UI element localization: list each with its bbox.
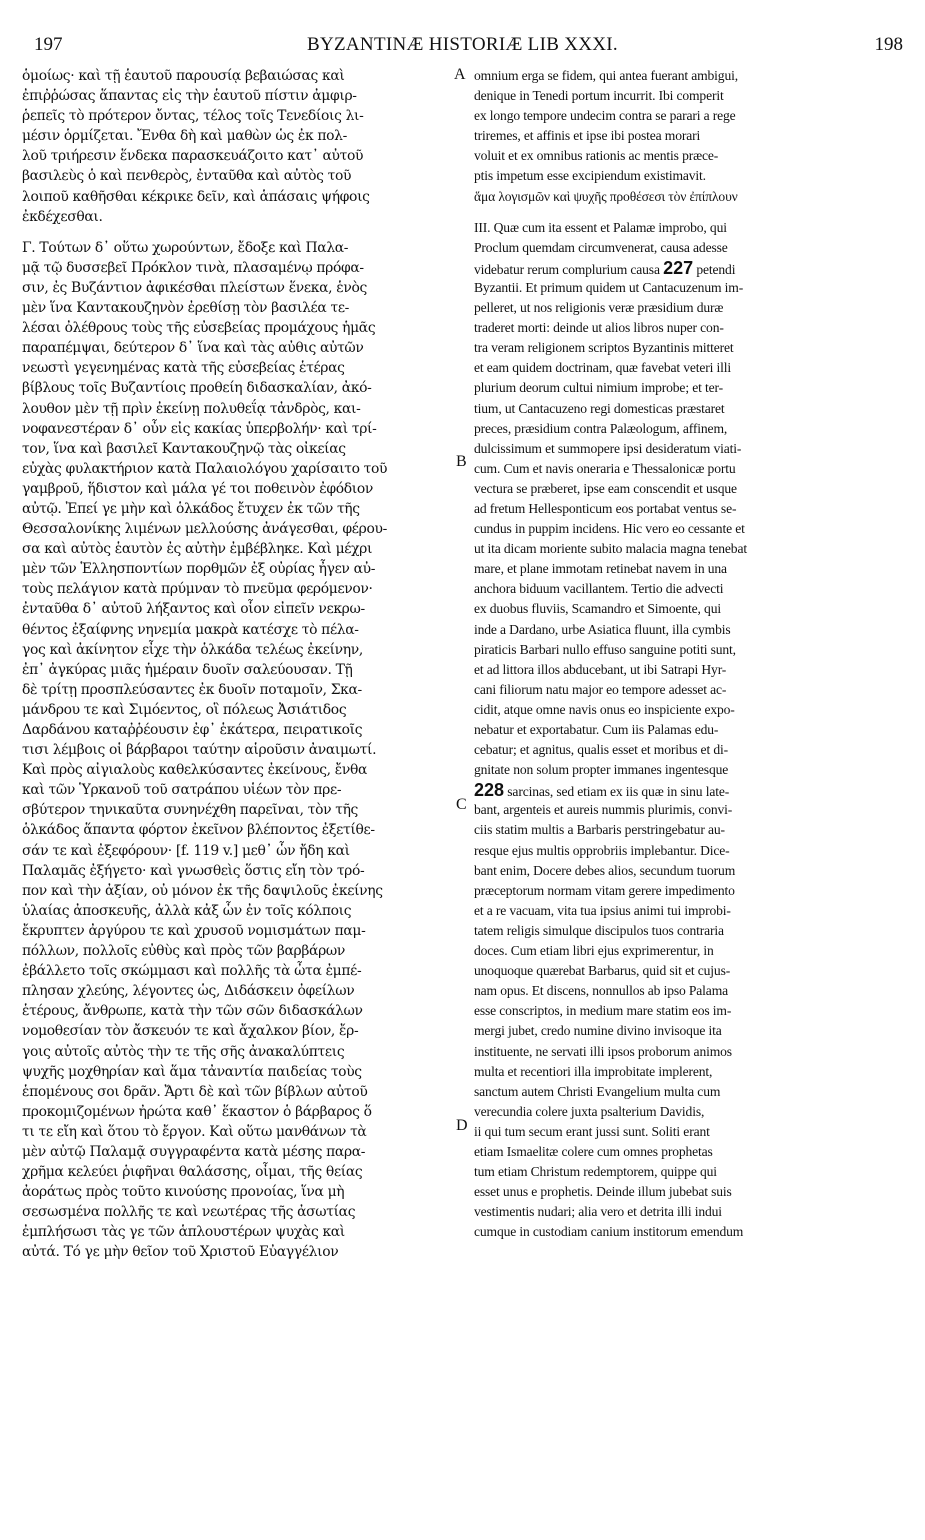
text-line: μάνδρου τε καὶ Σιμόεντος, οἳ πόλεως Ἀσιάτιδος	[22, 701, 347, 718]
text-line: multa et recentiori illa improbitate implerent,	[474, 1063, 713, 1079]
text-line: σβύτερον τηνικαῦτα συνηνέχθη παρεῖναι, τὸν τῆς	[22, 802, 358, 819]
text-line: γαμβροῦ, ἥδιστον καὶ μάλα γέ τοι ποθεινὸν ἐφόδιον	[22, 480, 373, 497]
text-line: αὐτῷ. Ἐπεί γε μὴν καὶ ὁλκάδος ἔτυχεν ἐκ τῶν τῆς	[22, 500, 360, 517]
text-line: ἀοράτως πρὸς τοῦτο κινούσης προνοίας, ἵνα μὴ	[22, 1184, 345, 1201]
page-number-left: 197	[34, 34, 63, 55]
text-line: Θεσσαλονίκης λιμένων μελλούσης ἀνάγεσθαι, φέρου-	[22, 521, 387, 538]
text-line: μὲν τῶν Ἑλλησποντίων πορθμῶν ἐξ οὐρίας ἦγεν αὐ-	[22, 561, 376, 578]
text-line: δὲ τρίτῃ προσπλεύσαντες ἐκ δυοῖν ποταμοῖν, Σκα-	[22, 681, 362, 698]
text-line: ἑπομένους σοι δρᾶν. Ἄρτι δὲ καὶ τῶν βίβλων αὐτοῦ	[22, 1083, 368, 1100]
text-line: ex duobus fluviis, Scamandro et Simoente, qui	[474, 601, 721, 617]
text-line: γος καὶ ἀκίνητον εἶχε τὴν ὁλκάδα τελέως ἐκείνην,	[22, 641, 363, 658]
text-line: denique in Tenedi portum incurrit. Ibi comperit	[474, 88, 724, 104]
greek-text-column	[22, 66, 454, 1263]
text-line: pelleret, ut nos religionis veræ præsidium duræ	[474, 300, 724, 316]
column-number: 227	[663, 257, 694, 278]
text-line: ψυχῆς μοχθηρίαν καὶ ἅμα τἀναντία παιδείας τοὺς	[22, 1063, 362, 1080]
text-line: μὲν αὐτῷ Παλαμᾷ συγγραφέντα κατὰ μέσης παρα-	[22, 1143, 366, 1160]
text-line: μᾷ τῷ δυσσεβεῖ Πρόκλον τινὰ, πλασαμένῳ πρόφα-	[22, 259, 364, 276]
text-line: piraticis Barbari nullo effuso sanguine potiti sunt,	[474, 641, 736, 657]
text-line: νεωστὶ γεγενημένας κατὰ τῆς εὐσεβείας ἑτέρας	[22, 360, 345, 377]
text-line: tra veram religionem scriptos Byzantinis mitteret	[474, 340, 734, 356]
text-line: Καὶ πρὸς αἰγιαλοὺς καθελκύσαντες ἐκείνους, ἔνθα	[22, 762, 367, 779]
text-line: resque ejus multis opprobriis implebantur. Dice-	[474, 842, 730, 858]
text-line: verecundia colere juxta psalterium Davidis,	[474, 1103, 705, 1119]
text-line: καὶ τῶν Ὑρκανοῦ τοῦ σατράπου υἱέων τὸν πρε-	[22, 782, 342, 799]
text-line: nebatur et exportabatur. Cum iis Palamas edu-	[474, 722, 719, 737]
page-number-right: 198	[874, 34, 903, 55]
text-line: ὑλαίας ἀποσκευῆς, ἀλλὰ κἀξ ὧν ἐν τοῖς κόλποις	[22, 902, 352, 919]
text-line: λοιποῦ καθῆσθαι κέκρικε δεῖν, καὶ ἁπάσαις ψήφοις	[22, 188, 370, 205]
text-line: esset unus e prophetis. Deinde illum jubebat suis	[474, 1184, 732, 1200]
text-line: ῥεπεῖς τὸ πρότερον ὄντας, τέλος τοῖς Τενεδίοις λι-	[22, 108, 364, 125]
text-line: λουθον μὲν τῇ πρὶν ἐκείνῃ πολυθεΐᾳ τἀνδρὸς, και-	[22, 400, 361, 417]
text-line: triremes, et affinis et ipse ibi postea morari	[474, 128, 701, 144]
text-line: 228 sarcinas, sed etiam ex iis quæ in sinu late-	[474, 780, 730, 801]
text-line: πόλλων, πολλοῖς εὐθὺς καὶ πρὸς τῶν βαρβάρων	[22, 943, 345, 960]
text-line: Byzantii. Et primum quidem ut Cantacuzenum im-	[474, 279, 744, 295]
text-line: doces. Cum etiam libri ejus exprimerentur, in	[474, 943, 714, 959]
text-line: ut ita dicam moriente subito malacia magna tenebat	[474, 541, 747, 557]
text-line: bant enim, Docere debes alios, secundum tuorum	[474, 862, 736, 878]
text-line: βίβλους τοῖς Βυζαντίοις προθείη διδασκαλίαν, ἀκό-	[22, 380, 372, 397]
text-line: voluit et ex omnibus rationis ac mentis præce-	[474, 148, 719, 164]
text-line: εὐχὰς φυλακτήριον κατὰ Παλαιολόγου χαρίσαιτο τοῦ	[22, 460, 388, 477]
text-line: et a re vacuam, vita tua ipsius animi tui improbi-	[474, 902, 731, 918]
text-line: tium, ut Cantacuzeno regi domesticas præstaret	[474, 400, 725, 416]
text-line: præceptorum normam vitam gerere impedimento	[474, 882, 735, 898]
text-line: παραπέμψαι, δεύτερον δ᾽ ἵνα καὶ τὰς αὐθις αὐτῶν	[22, 340, 364, 357]
text-line: μέσιν ὁρμίζεται. Ἔνθα δὴ καὶ μαθὼν ὡς ἐκ πολ-	[22, 128, 347, 145]
text-line: ἑτέρους, ἄνθρωπε, κατὰ τὴν τῶν σῶν διδασκάλων	[22, 1003, 363, 1020]
text-line: ptis impetum esse excipiendum existimavit.	[474, 168, 706, 184]
text-line: σάν τε καὶ ἐξεφόρουν· [f. 119 v.] μεθ᾽ ὧν ἤδη καὶ	[22, 842, 350, 859]
margin-marker-a: A	[454, 66, 466, 83]
text-line: Proclum quemdam circumvenerat, causa adesse	[474, 239, 728, 255]
text-line: unoquoque quærebat Barbarus, quid sit et cujus-	[474, 963, 731, 979]
running-title: BYZANTINÆ HISTORIÆ LIB XXXI.	[307, 34, 618, 55]
margin-marker-d: D	[456, 1117, 468, 1134]
text-line: τι τε εἴη καὶ ὅτου τὸ ἔργον. Καὶ οὕτω μανθάνων τὰ	[22, 1123, 367, 1140]
text-line: ad fretum Hellesponticum eos portabat ventus se-	[474, 500, 737, 516]
paragraph-gap	[474, 207, 899, 218]
text-line: dulcissimum et summopere ipsi desideratum viati-	[474, 440, 742, 456]
text-line: Γ. Τούτων δ᾽ οὕτω χωρούντων, ἔδοξε καὶ Παλα-	[22, 239, 349, 256]
text-line: cum. Cum et navis oneraria e Thessalonicæ portu	[474, 460, 736, 476]
text-line: cebatur; et agnitus, qualis esset et moribus et di-	[474, 742, 728, 758]
text-line: τοὺς πελάγιον κατὰ πρύμναν τὸ πνεῦμα φερόμενον·	[22, 581, 373, 598]
text-line: νοφανεστέραν δ᾽ οὖν εἰς κακίας ὑπερβολήν· καὶ τρί-	[22, 420, 377, 437]
text-line: sanctum autem Christi Evangelium multa cum	[474, 1083, 721, 1099]
text-line: ἐκδέχεσθαι.	[22, 208, 103, 225]
text-line: cidit, atque omne navis onus eo inspiciente expo-	[474, 701, 735, 717]
text-line: cundus in puppim incidens. Hic vero eo cessante et	[474, 521, 745, 537]
text-line: tatem religis simulque discipulos tuos contraria	[474, 922, 724, 938]
text-line: σεσωσμένα πολλῆς τε καὶ νεωτέρας τῆς ἀσωτίας	[22, 1204, 356, 1221]
text-line: ἐπ᾽ ἀγκύρας μιᾶς ἡμέραιν δυοῖν σαλεύουσαν. Τῇ	[22, 661, 353, 678]
text-line: instituente, ne servati illi ipsos proborum animos	[474, 1043, 732, 1059]
text-line: III. Quæ cum ita essent et Palamæ improbo, qui	[474, 219, 727, 235]
text-line: Δαρδάνου καταῤῥέουσιν ἐφ᾽ ἑκάτερα, πειρατικοῖς	[22, 722, 363, 738]
text-line: ὁλκάδος ἅπαντα φόρτον ἐκεῖνον βλέποντος ἐξετίθε-	[22, 822, 375, 839]
text-line: ἐπιῤῥώσας ἅπαντας εἰς τὴν ἑαυτοῦ πίστιν ἀμφιρ-	[22, 88, 357, 105]
text-line: etiam Ismaelitæ colere cum omnes prophetas	[474, 1143, 713, 1159]
text-line: τισι λέμβοις οἱ βάρβαροι ταύτην αἱροῦσιν ἀναιμωτί.	[22, 742, 377, 759]
text-line: σα καὶ αὐτὸς ἑαυτὸν ἐς αὐτὴν ἐμβέβληκε. Καὶ μέχρι	[22, 541, 373, 558]
text-line: cumque in custodiam canium institorum emendum	[474, 1224, 744, 1240]
text-line: plurium deorum cultui nimium improbe; et ter-	[474, 380, 723, 396]
text-line: ex longo tempore undecim contra se parari a rege	[474, 108, 736, 124]
margin-marker-b: B	[456, 453, 467, 470]
latin-text-column	[474, 66, 899, 1242]
text-line: αὐτά. Τό γε μὴν θεῖον τοῦ Χριστοῦ Εὐαγγέλιον	[22, 1244, 339, 1261]
text-line: inde a Dardano, urbe Asiatica fluunt, illa cymbis	[474, 621, 731, 637]
text-line: nam opus. Et discens, nonnullos ab ipso Palama	[474, 983, 728, 999]
text-line: anchora biduum vacillantem. Tertio die advecti	[474, 581, 724, 597]
text-line: omnium erga se fidem, qui antea fuerant ambigui,	[474, 68, 738, 83]
text-line: ἅμα λογισμῶν καὶ ψυχῆς προθέσεσι τὸν ἐπίπλουν	[474, 188, 738, 204]
column-number: 228	[474, 780, 505, 801]
text-line: videbatur rerum complurium causa 227 petendi	[474, 257, 736, 278]
text-line: τον, ἵνα καὶ βασιλεῖ Καντακουζηνῷ τὰς οἰκείας	[22, 440, 346, 457]
text-line: προκομιζομένων ἠρώτα καθ᾽ ἕκαστον ὁ βάρβαρος ὅ	[22, 1103, 372, 1120]
text-line: λέσαι ὀλέθρους τοὺς τῆς εὐσεβείας προμάχους ἡμᾶς	[22, 320, 376, 337]
text-line: ὁμοίως· καὶ τῇ ἑαυτοῦ παρουσίᾳ βεβαιώσας καὶ	[22, 68, 345, 84]
text-line: νομοθεσίαν τὸν ἄσκευόν τε καὶ ἄχαλκον βίον, ἔρ-	[22, 1023, 359, 1040]
text-line: βασιλεὺς ὁ καὶ πενθερὸς, ἐνταῦθα καὶ αὐτὸς τοῦ	[22, 168, 352, 185]
margin-marker-c: C	[456, 796, 467, 813]
text-line: θέντος ἐξαίφνης νηνεμία μακρὰ κατέσχε τὸ πέλα-	[22, 621, 359, 638]
text-line: mare, et plane immotam retinebat navem in una	[474, 561, 727, 577]
text-line: πον καὶ τὴν ἀξίαν, οὐ μόνον ἐκ τῆς δαψιλοῦς ἐκείνης	[22, 882, 383, 899]
text-line: γοις αὐτοῖς αὐτὸς τὴν τε τῆς σῆς ἀνακαλύπτεις	[22, 1043, 345, 1060]
text-line: ii qui tum secum erant jussi sunt. Soliti erant	[474, 1123, 710, 1139]
paragraph-gap	[22, 227, 454, 238]
text-line: χρῆμα κελεύει ῥιφῆναι θαλάσσης, οἶμαι, τῆς θείας	[22, 1164, 363, 1181]
text-line: mergi jubet, credo numine divino invisoque ita	[474, 1023, 722, 1039]
text-line: vestimentis nudari; alia vero et detrita illi indui	[474, 1204, 722, 1220]
text-line: esse conscriptos, in medium mare statim eos im-	[474, 1003, 732, 1019]
text-line: πλησαν χλεύης, λέγοντες ὡς, Διδάσκειν ὀφείλων	[22, 983, 355, 1000]
text-line: traderet morti: deinde ut alios libros nuper con-	[474, 320, 724, 336]
text-line: ἐμπλήσωσι τὰς γε τῶν ἁπλουστέρων ψυχὰς καὶ	[22, 1224, 345, 1241]
text-line: tum etiam Christum redemptorem, quippe qui	[474, 1164, 717, 1180]
text-line: ciis statim multis a Barbaris perstringebatur au-	[474, 822, 725, 838]
text-line: Παλαμᾶς ἐξήγετο· καὶ γνωσθεὶς ὅστις εἴη τὸν τρό-	[22, 862, 365, 879]
text-line: ἐνταῦθα δ᾽ αὐτοῦ λήξαντος καὶ οἷον εἰπεῖν νεκρω-	[22, 601, 365, 618]
text-line: bant, argenteis et aureis nummis plurimis, convi-	[474, 802, 733, 818]
text-line: et ad littora illos abducebant, ut ibi Satrapi Hyr-	[474, 661, 727, 677]
text-line: σιν, ἐς Βυζάντιον ἀφικέσθαι πλείστων ἕνεκα, ἑνὸς	[22, 279, 367, 296]
text-line: vectura se præberet, ipse eam conscendit et usque	[474, 480, 737, 496]
text-line: gnitate non solum propter immanes ingentesque	[474, 762, 729, 778]
text-line: μὲν ἵνα Καντακουζηνὸν ἐρεθίσῃ τὸν βασιλέα τε-	[22, 300, 350, 317]
text-line: ἐβάλλετο τοῖς σκώμμασι καὶ πολλῆς τὰ ὦτα ἐμπέ-	[22, 963, 362, 980]
text-line: ἔκρυπτεν ἀργύρου τε καὶ χρυσοῦ νομισμάτων παμ-	[22, 922, 366, 939]
text-line: et eam quidem doctrinam, quæ favebat veteri illi	[474, 360, 732, 376]
text-line: preces, præsidium contra Palæologum, affinem,	[474, 420, 728, 436]
text-line: cani filiorum natu major eo tempore adesset ac-	[474, 681, 727, 697]
text-line: λοῦ τριήρεσιν ἕνδεκα παρασκευάζοιτο κατ᾽ αὐτοῦ	[22, 148, 364, 165]
